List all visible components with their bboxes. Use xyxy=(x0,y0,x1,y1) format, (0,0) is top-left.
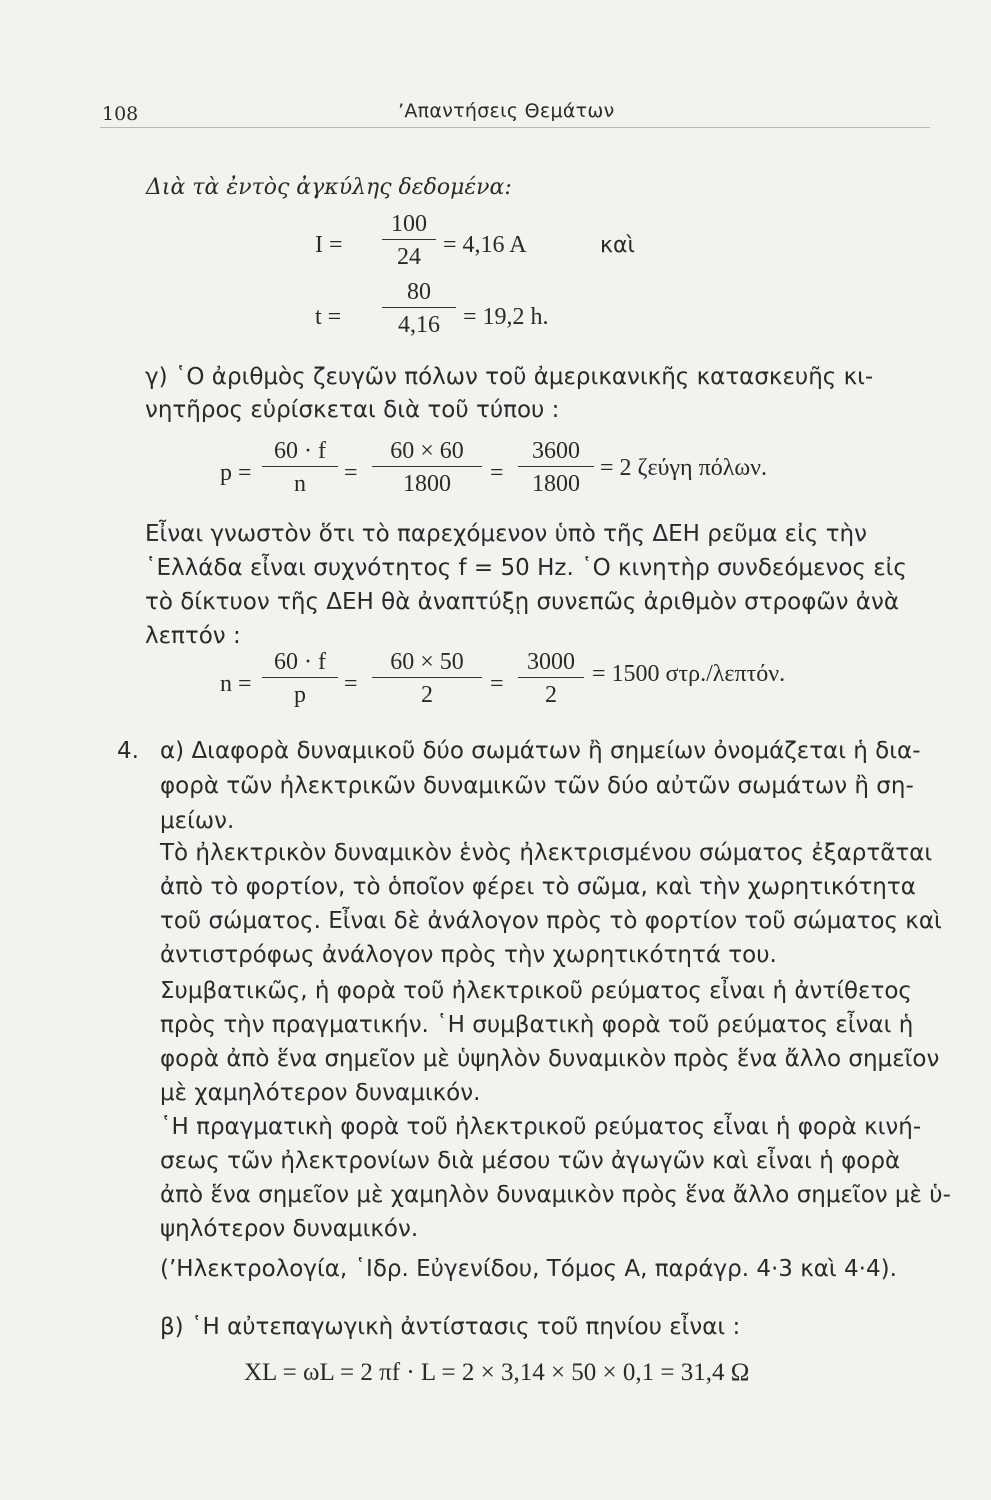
eq4-eq-a: = xyxy=(344,671,358,697)
running-title: ’Απαντήσεις Θεμάτων xyxy=(398,100,615,122)
q4-line-12: ῾Η πραγματικὴ φορὰ τοῦ ἠλεκτρικοῦ ρεύματος εἶναι ἡ φορὰ κινή- xyxy=(160,1114,922,1140)
eq4-f2-den: 2 xyxy=(421,682,433,708)
deh-line-1: Εἶναι γνωστὸν ὅτι τὸ παρεχόμενον ὑπὸ τῆς ΔΕΗ ρεῦμα εἰς τὴν xyxy=(145,521,867,547)
eq4-fraction-1 xyxy=(262,650,338,707)
eq2-num: 80 xyxy=(407,279,431,305)
eq3-fraction-1 xyxy=(262,439,338,496)
eq3-eq-a: = xyxy=(344,460,358,486)
eq1-rhs: = 4,16 A xyxy=(443,232,527,258)
q4-line-11: μὲ χαμηλότερον δυναμικόν. xyxy=(160,1080,481,1106)
eq3-rhs: = 2 ζεύγη πόλων. xyxy=(600,455,767,481)
q4-line-15: ψηλότερον δυναμικόν. xyxy=(160,1216,419,1242)
eq1-lhs: I = xyxy=(315,232,343,258)
eq3-f2-den: 1800 xyxy=(403,471,451,497)
eq4-lhs: n = xyxy=(220,671,252,697)
eq2-den: 4,16 xyxy=(398,312,440,338)
eq1-num: 100 xyxy=(391,211,427,237)
q4-line-3: μείων. xyxy=(160,808,235,834)
eq3-eq-b: = xyxy=(490,460,504,486)
eq4-f1-num: 60 · f xyxy=(274,649,326,675)
eq2-lhs: t = xyxy=(315,304,342,330)
q4-line-2: φορὰ τῶν ἠλεκτρικῶν δυναμικῶν τῶν δύο αὐτῶν σωμάτων ἢ ση- xyxy=(160,773,914,799)
q4-line-10: φορὰ ἀπὸ ἕνα σημεῖον μὲ ὑψηλὸν δυναμικὸν πρὸς ἕνα ἄλλο σημεῖον xyxy=(160,1046,940,1072)
eq3-lhs: p = xyxy=(220,460,252,486)
eq4-f1-den: p xyxy=(294,682,306,708)
q4-line-4: Τὸ ἠλεκτρικὸν δυναμικὸν ἑνὸς ἠλεκτρισμένου σώματος ἐξαρτᾶται xyxy=(160,840,933,866)
eq4-f3-den: 2 xyxy=(545,682,557,708)
eq3-f2-num: 60 × 60 xyxy=(390,438,464,464)
eq2-rhs: = 19,2 h. xyxy=(463,304,549,330)
eq1-fraction xyxy=(382,212,436,269)
q4-line-5: ἀπὸ τὸ φορτίον, τὸ ὁποῖον φέρει τὸ σῶμα, καὶ τὴν χωρητικότητα xyxy=(160,874,916,900)
eq3-f3-num: 3600 xyxy=(532,438,580,464)
q4-formula: XL = ωL = 2 πf · L = 2 × 3,14 × 50 × 0,1 = 31,4 Ω xyxy=(244,1359,750,1386)
intro-line: Διὰ τὰ ἐντὸς ἀγκύλης δεδομένα: xyxy=(146,175,512,200)
q4-line-6: τοῦ σώματος. Εἶναι δὲ ἀνάλογον πρὸς τὸ φορτίον τοῦ σώματος καὶ xyxy=(160,908,942,934)
eq4-f2-num: 60 × 50 xyxy=(390,649,464,675)
eq4-eq-b: = xyxy=(490,671,504,697)
eq3-fraction-3 xyxy=(518,439,594,496)
q4-line-9: πρὸς τὴν πραγματικήν. ῾Η συμβατικὴ φορὰ τοῦ ρεύματος εἶναι ἡ xyxy=(160,1012,914,1038)
eq2-fraction xyxy=(382,280,456,337)
eq3-f1-num: 60 · f xyxy=(274,438,326,464)
eq4-rhs: = 1500 στρ./λεπτόν. xyxy=(592,661,786,687)
eq1-den: 24 xyxy=(397,244,421,270)
q4-beta: β) ῾Η αὐτεπαγωγικὴ ἀντίστασις τοῦ πηνίου εἶναι : xyxy=(160,1314,741,1340)
q4-line-8: Συμβατικῶς, ἡ φορὰ τοῦ ἠλεκτρικοῦ ρεύματος εἶναι ἡ ἀντίθετος xyxy=(160,978,912,1004)
deh-line-3: τὸ δίκτυον τῆς ΔΕΗ θὰ ἀναπτύξῃ συνεπῶς ἀριθμὸν στροφῶν ἀνὰ xyxy=(145,589,899,615)
eq3-fraction-2 xyxy=(372,439,482,496)
eq3-f3-den: 1800 xyxy=(532,471,580,497)
header-rule xyxy=(100,127,930,128)
gamma-line-2: νητῆρος εὑρίσκεται διὰ τοῦ τύπου : xyxy=(145,397,560,423)
gamma-line-1: γ) ῾Ο ἀριθμὸς ζευγῶν πόλων τοῦ ἀμερικανικῆς κατασκευῆς κι- xyxy=(145,364,874,390)
eq4-fraction-3 xyxy=(518,650,584,707)
page-number: 108 xyxy=(102,103,139,125)
q4-reference: (’Ηλεκτρολογία, ῾Ιδρ. Εὐγενίδου, Τόμος Α, παράγρ. 4·3 καὶ 4·4). xyxy=(160,1256,897,1282)
q4-line-13: σεως τῶν ἠλεκτρονίων διὰ μέσου τῶν ἀγωγῶν καὶ εἶναι ἡ φορὰ xyxy=(160,1148,901,1174)
deh-line-2: ῾Ελλάδα εἶναι συχνότητος f = 50 Hz. ῾Ο κινητὴρ συνδεόμενος εἰς xyxy=(145,555,907,581)
q4-line-14: ἀπὸ ἕνα σημεῖον μὲ χαμηλὸν δυναμικὸν πρὸς ἕνα ἄλλο σημεῖον μὲ ὑ- xyxy=(160,1182,951,1208)
q4-line-1: α) Διαφορὰ δυναμικοῦ δύο σωμάτων ἢ σημείων ὀνομάζεται ἡ δια- xyxy=(160,738,921,764)
eq4-f3-num: 3000 xyxy=(527,649,575,675)
deh-line-4: λεπτόν : xyxy=(145,623,241,649)
q4-number: 4. xyxy=(117,738,139,764)
eq3-f1-den: n xyxy=(294,471,306,497)
eq1-conj: καὶ xyxy=(600,233,635,258)
eq4-fraction-2 xyxy=(372,650,482,707)
q4-line-7: ἀντιστρόφως ἀνάλογον πρὸς τὴν χωρητικότητά του. xyxy=(160,942,777,968)
